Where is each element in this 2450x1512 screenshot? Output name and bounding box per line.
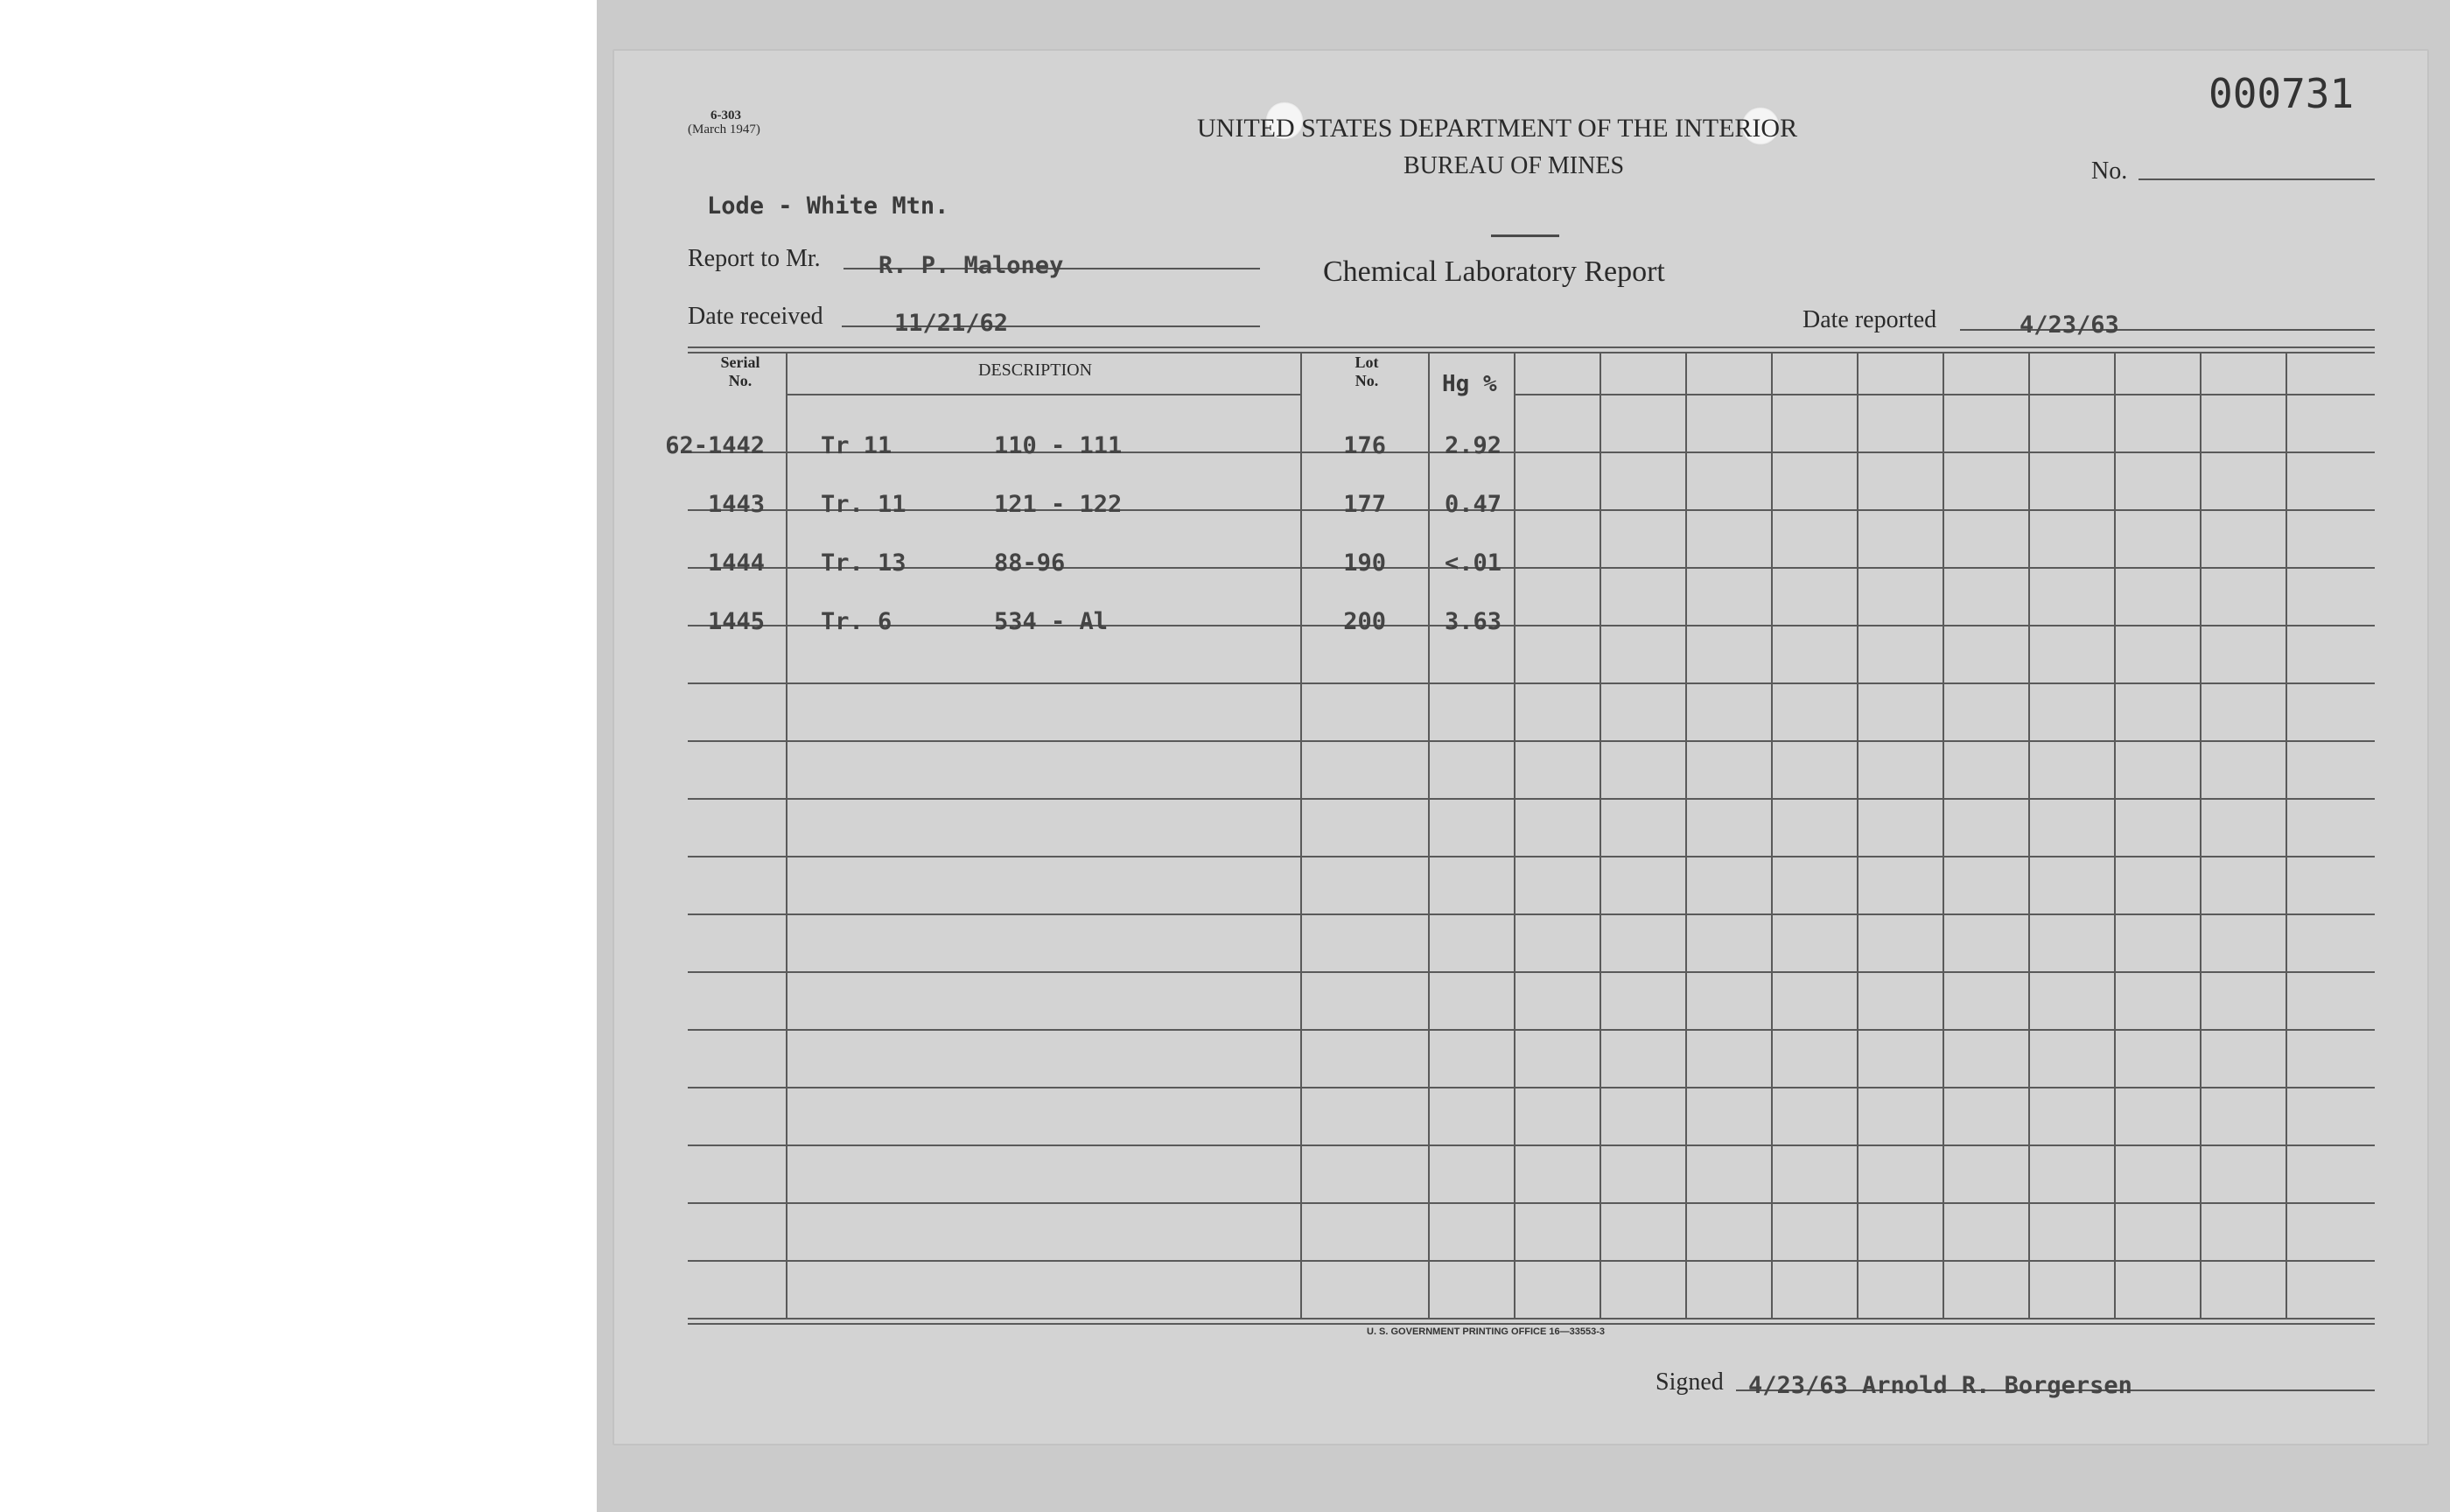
project-name: Lode - White Mtn. [707,192,949,220]
serial-header-line2: No. [728,372,752,389]
table-row-line [688,740,2375,742]
lot-header-line1: Lot [1354,354,1379,371]
hg-cell: <.01 [1444,550,1502,577]
no-label: No. [2091,158,2128,185]
table-row-line [688,682,2375,684]
serial-header-line1: Serial [720,354,760,371]
hg-cell: 2.92 [1444,432,1502,459]
table-row-line [688,1144,2375,1146]
signed-value: 4/23/63 Arnold R. Borgersen [1748,1372,2132,1399]
header-bottom-rule-right [1514,394,2375,396]
table-row-line [688,452,2375,453]
table-bottom-rule-2 [688,1323,2375,1325]
hg-cell: 0.47 [1444,491,1502,518]
table-row-line [688,1087,2375,1088]
table-row-line [688,971,2375,973]
serial-cell: 1445 [707,608,765,635]
table-row-line [688,856,2375,858]
serial-cell: 1443 [707,491,765,518]
lot-cell: 177 [1343,491,1386,518]
table-column-line [2028,352,2030,1318]
lot-cell: 190 [1343,550,1386,577]
document-number: 000731 [2208,70,2355,117]
form-number: 6-303 [710,108,741,122]
hg-cell: 3.63 [1444,608,1502,635]
signed-label: Signed [1656,1368,1724,1396]
table-row-line [688,798,2375,800]
table-row-line [688,509,2375,511]
table-row-line [688,567,2375,569]
serial-cell: 1444 [707,550,765,577]
table-column-line [1857,352,1858,1318]
description-interval-cell: 110 - 111 [994,432,1123,459]
description-tract-cell: Tr 11 [821,432,892,459]
table-row-line [688,1202,2375,1204]
report-title: Chemical Laboratory Report [1323,256,1665,288]
serial-cell: 62-1442 [665,432,765,459]
report-to-value: R. P. Maloney [878,252,1064,279]
no-field-line [2138,178,2375,180]
table-column-line [1771,352,1773,1318]
printer-note: U. S. GOVERNMENT PRINTING OFFICE 16—33553-3 [1367,1326,1606,1337]
table-column-line [1685,352,1687,1318]
table-top-rule [688,346,2375,348]
description-interval-cell: 534 - Al [994,608,1109,635]
description-header: DESCRIPTION [978,360,1093,380]
lot-header [1340,354,1393,390]
table-column-line [1300,352,1302,1318]
table-row-line [688,1029,2375,1031]
table-column-line [786,352,788,1318]
table-row-line [688,625,2375,626]
table-top-rule-2 [688,352,2375,354]
table-column-line [2200,352,2202,1318]
form-date: (March 1947) [688,122,760,136]
table-column-line [2114,352,2116,1318]
table-row-line [688,914,2375,915]
table-row-line [688,1260,2375,1262]
table-column-line [1600,352,1601,1318]
description-interval-cell: 121 - 122 [994,491,1123,518]
date-reported-value: 4/23/63 [2020,312,2119,339]
hg-header: Hg % [1442,371,1497,397]
date-received-label: Date received [688,303,823,330]
description-tract-cell: Tr. 11 [821,491,906,518]
description-interval-cell: 88-96 [994,550,1066,577]
header-bottom-rule [788,394,1300,396]
table-column-line [2286,352,2287,1318]
table-bottom-rule [688,1318,2375,1320]
table-column-line [1942,352,1944,1318]
title-rule [1491,234,1559,237]
lot-header-line2: No. [1354,372,1379,389]
table-column-line [1514,352,1516,1318]
description-tract-cell: Tr. 13 [821,550,906,577]
bureau-title: BUREAU OF MINES [1404,152,1625,179]
date-reported-label: Date reported [1802,306,1937,333]
report-to-label: Report to Mr. [688,245,821,272]
table-column-line [1428,352,1430,1318]
date-received-value: 11/21/62 [894,310,1009,337]
lot-cell: 200 [1343,608,1386,635]
description-tract-cell: Tr. 6 [821,608,892,635]
lot-cell: 176 [1343,432,1386,459]
serial-header [716,354,765,390]
department-title: UNITED STATES DEPARTMENT OF THE INTERIOR [1197,114,1798,143]
